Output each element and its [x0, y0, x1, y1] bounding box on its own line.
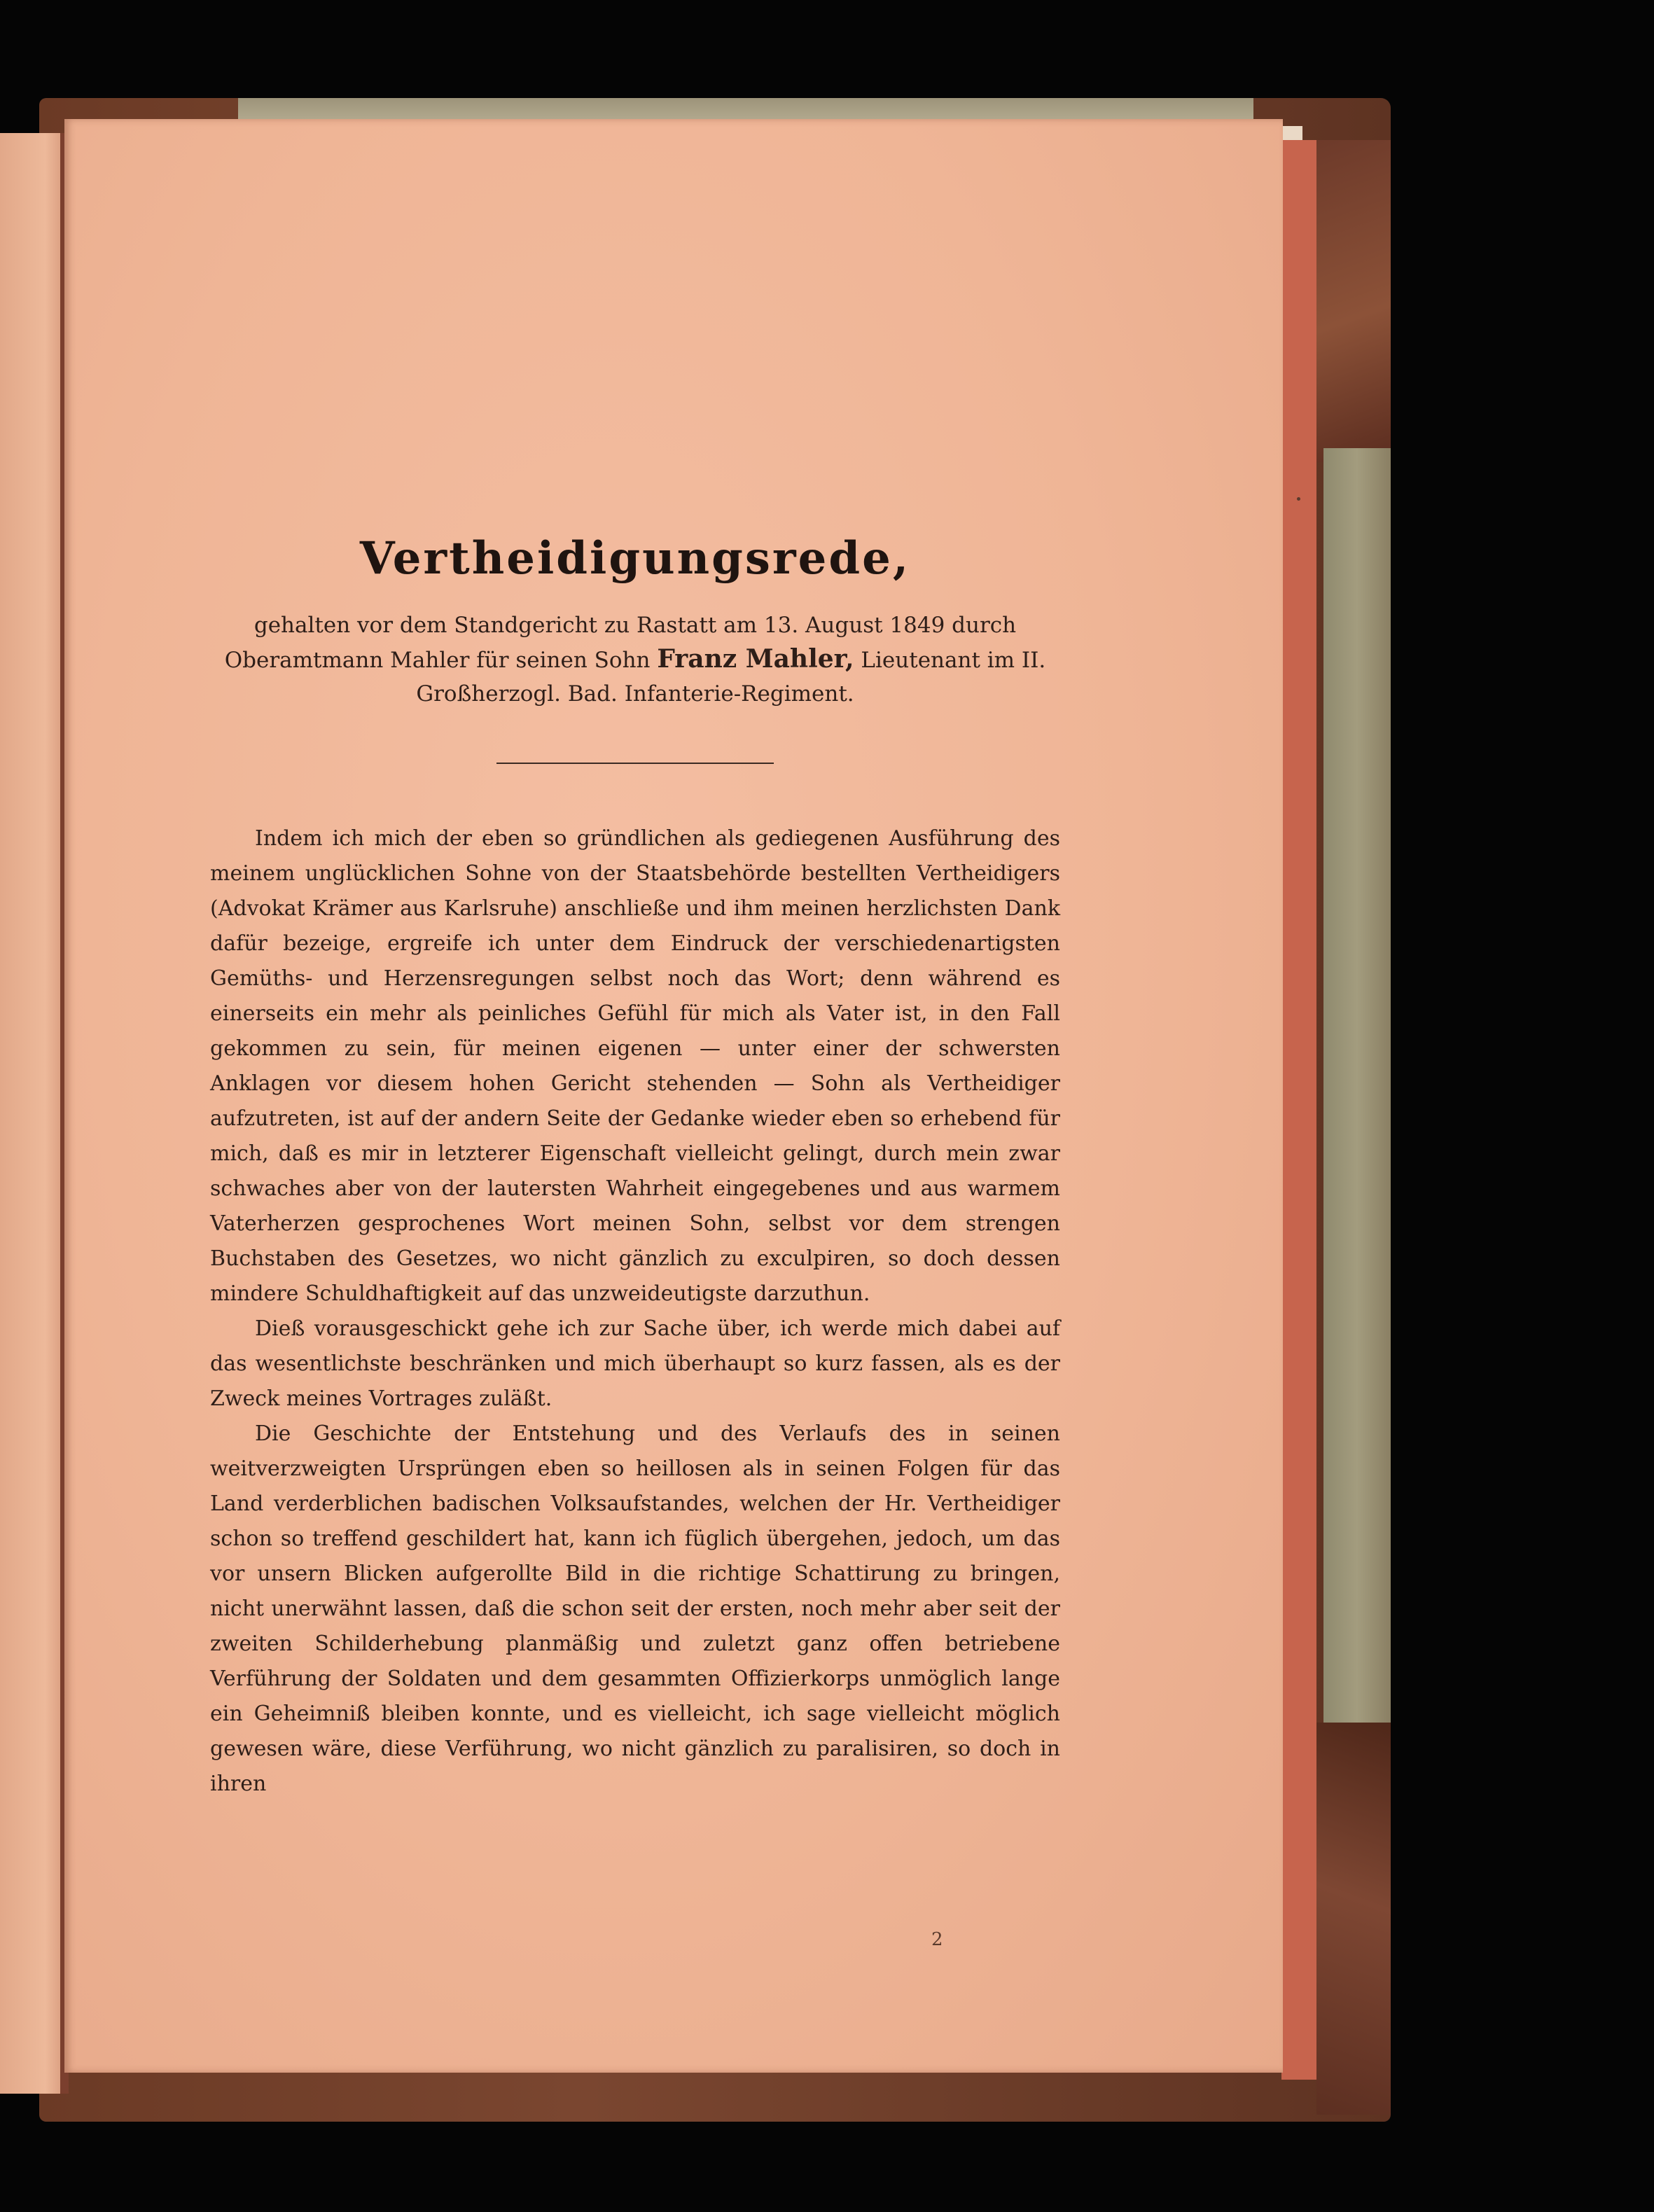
spine-leather-bottom: [1316, 1723, 1391, 2115]
paragraph-1: Indem ich mich der eben so gründlichen als gediegenen Ausführung des meinem unglücklichen Sohne von der Staatsbehörde bestellten Vertheidigers (Advokat Krämer aus Karlsruhe) anschließe und ihm meinen herzlichsten Dank dafür bezeige, ergreife ich unter dem Eindruck der verschiedenartigsten Gemüths- und Herzensregungen selbst noch das Wort; denn während es einerseits ein mehr als peinliches Gefühl für mich als Vater ist, in den Fall gekommen zu sein, für meinen eigenen — unter einer der schwersten Anklagen vor diesem hohen Gericht stehenden — Sohn als Vertheidiger aufzutreten, ist auf der andern Seite der Gedanke wieder eben so erhebend für mich, daß es mir in letzterer Eigenschaft vielleicht gelingt, durch mein zwar schwaches aber von der lautersten Wahrheit eingegebenes und aus warmem Vaterherzen gesprochenes Wort meinen Sohn, selbst vor dem strengen Buchstaben des Gesetzes, wo nicht gänzlich zu exculpiren, so doch dessen mindere Schuldhaftigkeit auf das unzweideutigste darzuthun.: [210, 826, 1060, 1306]
page-edge-inner: [1281, 140, 1316, 2080]
page-mark: 2: [931, 1929, 943, 1950]
document-subtitle: [210, 608, 1060, 711]
subtitle-text-start: gehalten vor dem Standgericht zu Rastatt am 13. August 1849 durch Oberamtmann Mahler für seinen Sohn: [224, 613, 1017, 673]
facing-page: [0, 133, 64, 2094]
subtitle-name: Franz Mahler,: [657, 644, 854, 674]
page-speck: [1297, 497, 1300, 501]
spine-cloth: [1323, 448, 1391, 1737]
title-divider: [496, 763, 774, 764]
paragraph-3: Die Geschichte der Entstehung und des Verlaufs des in seinen weitverzweigten Ursprüngen eben so heillosen als in seinen Folgen für das Land verderblichen badischen Volksaufstandes, welchen der Hr. Vertheidiger schon so treffend geschildert hat, kann ich füglich übergehen, jedoch, um das vor unsern Blicken aufgerollte Bild in die richtige Schattirung zu bringen, nicht unerwähnt lassen, daß die schon seit der ersten, noch mehr aber seit der zweiten Schilderhebung planmäßig und zuletzt ganz offen betriebene Verführung der Soldaten und dem gesammten Offizierkorps unmöglich lange ein Geheimniß bleiben konnte, und es vielleicht, ich sage vielleicht möglich gewesen wäre, diese Verführung, wo nicht gänzlich zu paralisiren, so doch in ihren: [210, 1421, 1060, 1796]
document-title: Vertheidigungsrede,: [359, 532, 911, 585]
subtitle-text-end: Lieutenant im II. Großherzogl. Bad. Infanterie-Regiment.: [416, 648, 1046, 707]
spine-leather-top: [1316, 140, 1391, 462]
page-text-block: [210, 532, 1060, 1802]
paragraph-2: Dieß vorausgeschickt gehe ich zur Sache über, ich werde mich dabei auf das wesentlichste beschränken und mich überhaupt so kurz fassen, als es der Zweck meines Vortrages zuläßt.: [210, 1316, 1060, 1411]
